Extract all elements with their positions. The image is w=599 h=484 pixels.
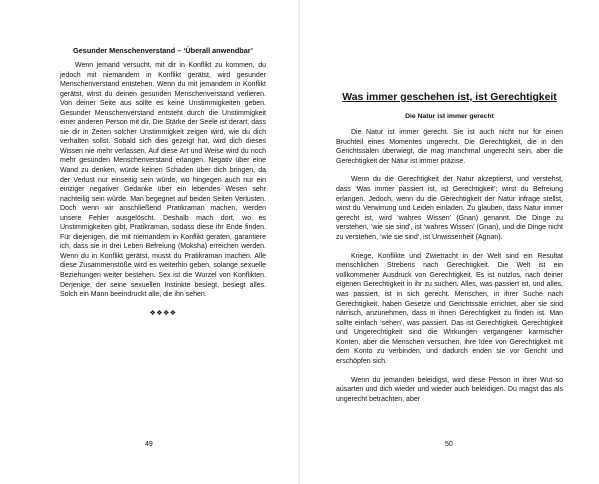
right-page: [299, 0, 599, 484]
right-subheading: Die Natur ist immer gerecht: [405, 113, 494, 120]
right-page-number: 50: [445, 441, 453, 448]
left-paragraph-1: Wenn jemand versucht, mit dir in Konflikt zu kommen, du jedoch mit niemandem in Konflikt gerätst, wird gesunder Menschenverstand entstehen. Wenn du mit jemandem in Konflikt gerätst, wirst du deinen gesunden Menschenverstand verlieren. Von deiner Seite aus sollte es keine Unstimmigkeiten geben. Gesunder Menschenverstand entsteht durch die Unstimmigkeit einer anderen Person mit dir. Die Stärke der Seele ist derart, dass sie dir in Zeiten solcher Unstimmigkeit zeigen wird, wie du dich verhalten sollst. Sobald sich dies gezeigt hat, wird dich dieses Wissen nie mehr verlassen. Auf diese Art und Weise wird du noch mehr gesunden Menschenverstand erlangen. Negativ über eine Wand zu denken, würde keinen Schaden über dich bringen, da der Verlust nur einseitig sein würde, wo hingegen auch nur ein einziger negativer Gedanke über ein lebendes Wesen sehr nachteilig sein würde. Man begegnet auf beiden Seiten Verlusten. Doch wenn wir anschließend Pratikraman machen, werden unsere Fehler ausgelöscht. Deshalb mach dort, wo es Unstimmigkeiten gibt, Pratikraman, sodass diese ihr Ende finden. Für diejenigen, die mit niemandem in Konflikt geraten, garantiere ich, dass sie in drei Leben Befreiung (Moksha) erreichen werden. Wenn du in Konflikt gerätst, musst du Pratikraman machen. Alle diese Zusammenstöße wird es weiterhin geben, solange sexuelle Beziehungen weiter bestehen. Sex ist die Wurzel von Konflikten. Derjenige, der seine sexuellen Instinkte besiegt, besiegt alles. Solch ein Mann beeindruckt alle, die ihn sehen.: [60, 62, 266, 299]
right-column: [336, 92, 563, 413]
right-paragraph-4: Wenn du jemanden beleidigst, wird diese Person in ihrer Wut so ausarten und dich wieder und wieder auch beleidigen. Du magst das als ungerecht betrachten, aber: [336, 376, 563, 403]
right-paragraph-1: Die Natur ist immer gerecht. Sie ist auch nicht nur für einen Bruchteil eines Momentes ungerecht. Die Gerechtigkeit, die in den Gerichtssälen überwiegt, die mag manchmal ungerecht sein, aber die Gerechtigkeit der Natur ist immer präzise.: [336, 129, 563, 165]
right-paragraph-2: Wenn du die Gerechtigkeit der Natur akzeptierst, und verstehst, dass ‘Was immer passiert ist, ist Gerechtigkeit’; wirst du Befreiung erlangen. Jedoch, wenn du die Gerechtigkeit der Natur infrage stellst, wirst du Verwirrung und Leiden einladen. Zu glauben, dass Natur immer gerecht ist, wird ‘wahres Wissen’ (Gnan) genannt. Die Dinge zu verstehen, ‘wie sie sind’, ist ‘wahres Wissen’ (Gnan), und die Dinge nicht zu verstehen, ‘wie sie sind’, ist Unwissenheit (Agnan).: [336, 176, 563, 241]
left-page: [0, 0, 299, 484]
left-page-number: 49: [145, 441, 153, 448]
right-chapter-heading: Was immer geschehen ist, ist Gerechtigkeit: [342, 92, 557, 103]
left-column: [60, 46, 266, 317]
section-end-ornament: ❖❖❖❖: [149, 309, 177, 317]
left-chapter-heading: Gesunder Menschenverstand – ‘Überall anwendbar’: [73, 46, 253, 55]
right-paragraph-3: Kriege, Konflikte und Zwietracht in der Welt sind ein Resultat menschlichen Strebens nach Gerechtigkeit. Die Welt ist ein vollkommener Ausdruck von Gerechtigkeit. Es ist nutzlos, nach deiner eigenen Gerechtigkeit in ihr zu suchen. Alles, was passiert ist, und alles, was passiert, ist in sich gerecht. Menschen, in ihrer Suche nach Gerechtigkeit, haben Gesetze und Gerichtssäle errichtet, aber sie sind närrisch, anzunehmen, dass in ihnen Gerechtigkeit zu finden ist. Man sollte einfach ‘sehen’, was passiert. Das ist Gerechtigkeit. Gerechtigkeit und Ungerechtigkeit sind die Wirkungen vergangener karmischer Konten, aber die Menschen versuchen, ihre Idee von Gerechtigkeit mit dem Konto zu verbinden, und dadurch enden sie vor Gericht und erschöpfen sich.: [336, 252, 563, 366]
